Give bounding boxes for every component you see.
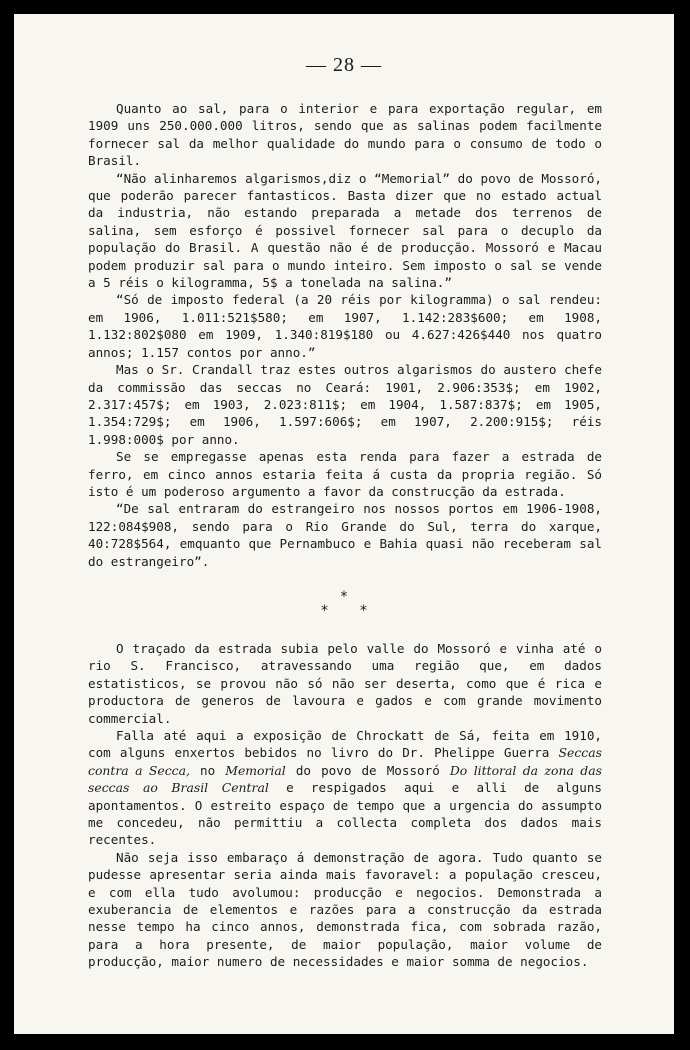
- paragraph-salt-export: Quanto ao sal, para o interior e para exportação regular, em 1909 uns 250.000.000 litros, sendo que as salinas podem facilmente fornecer sal da melhor qualidade do mundo para o consumo de todo o Brasil.: [88, 101, 602, 169]
- paragraph-federal-tax: “Só de imposto federal (a 20 réis por kilogramma) o sal rendeu: em 1906, 1.011:521$580; em 1907, 1.142:283$600; em 1908, 1.132:802$080 em 1909, 1.340:819$180 ou 4.627:426$440 nos quatro annos; 1.157 contos por anno.”: [88, 292, 602, 360]
- book-title-seccas: Seccas contra a Secca,: [88, 745, 602, 778]
- paragraph-sources: [88, 727, 602, 849]
- sources-text-end: e respigados aqui e alli de alguns apontamentos. O estreito espaço de tempo que a urgencia do assumpto me concedeu, não permittiu a collecta completa dos dados mais recentes.: [88, 780, 602, 848]
- paragraph-crandall-figures: Mas o Sr. Crandall traz estes outros algarismos do austero chefe da commissão das seccas no Ceará: 1901, 2.906:353$; em 1902, 2.317:457$; em 1903, 2.023:811$; em 1904, 1.587:837$; em 1905, 1.354:729$; em 1906, 1.597:606$; em 1907, 2.200:915$; réis 1.998:000$ por anno.: [88, 362, 602, 447]
- separator-line-2: * *: [320, 602, 370, 619]
- paragraph-conclusion: Não seja isso embaraço á demonstração de agora. Tudo quanto se pudesse apresentar seria ainda mais favoravel: a população cresceu, e com ella tudo avolumou: producção e negocios. Demonstrada a exuberancia de elementos e razões para a construcção da estrada nesse tempo ha cinco annos, demonstrada fica, com sobrada razão, para a hora presente, de maior população, maior volume de producção, maior numero de necessidades e maior somma de negocios.: [88, 849, 602, 970]
- document-page: [14, 14, 674, 1034]
- separator-line-1: *: [339, 588, 351, 605]
- book-title-littoral: Do littoral da zona das seccas ao Brasil Central: [88, 762, 602, 796]
- section-separator: [88, 590, 602, 618]
- paragraph-route: O traçado da estrada subia pelo valle do Mossoró e vinha até o rio S. Francisco, atravessando uma região que, em dados estatisticos, se provou não só não ser deserta, como que é rica e productora de generos de lavoura e gados e com grande movimento commercial.: [88, 640, 602, 726]
- paragraph-railway-argument: Se se empregasse apenas esta renda para fazer a estrada de ferro, em cinco annos estaria feita á custa da propria região. Só isto é um poderoso argumento a favor da construcção da estrada.: [88, 449, 602, 499]
- sources-text-start: Falla até aqui a exposição de Chrockatt de Sá, feita em 1910, com alguns enxertos bebidos no livro do Dr. Phelippe Guerra: [88, 728, 602, 761]
- paragraph-imported-salt: “De sal entraram do estrangeiro nos nossos portos em 1906-1908, 122:084$908, sendo para o Rio Grande do Sul, terra do xarque, 40:728$564, emquanto que Pernambuco e Bahia quasi não receberam sal do estrangeiro”.: [88, 501, 602, 569]
- document-body: [88, 100, 602, 971]
- paragraph-memorial-quote: “Não alinharemos algarismos,diz o “Memorial” do povo de Mossoró, que poderão parecer fantasticos. Basta dizer que no estado actual da industria, não estando preparada a metade dos terrenos de salina, sem esforço é possivel fornecer sal para o decuplo da população do Brasil. A questão não é de producção. Mossoró e Macau podem produzir sal para o mundo inteiro. Sem imposto o sal se vende a 5 réis o kilogramma, 5$ a tonelada na salina.”: [88, 170, 602, 291]
- book-title-memorial: Memorial: [225, 762, 286, 778]
- sources-text-no: no: [189, 762, 226, 778]
- page-number: — 28 —: [306, 54, 382, 76]
- sources-text-mossoro: do povo de Mossoró: [285, 762, 450, 778]
